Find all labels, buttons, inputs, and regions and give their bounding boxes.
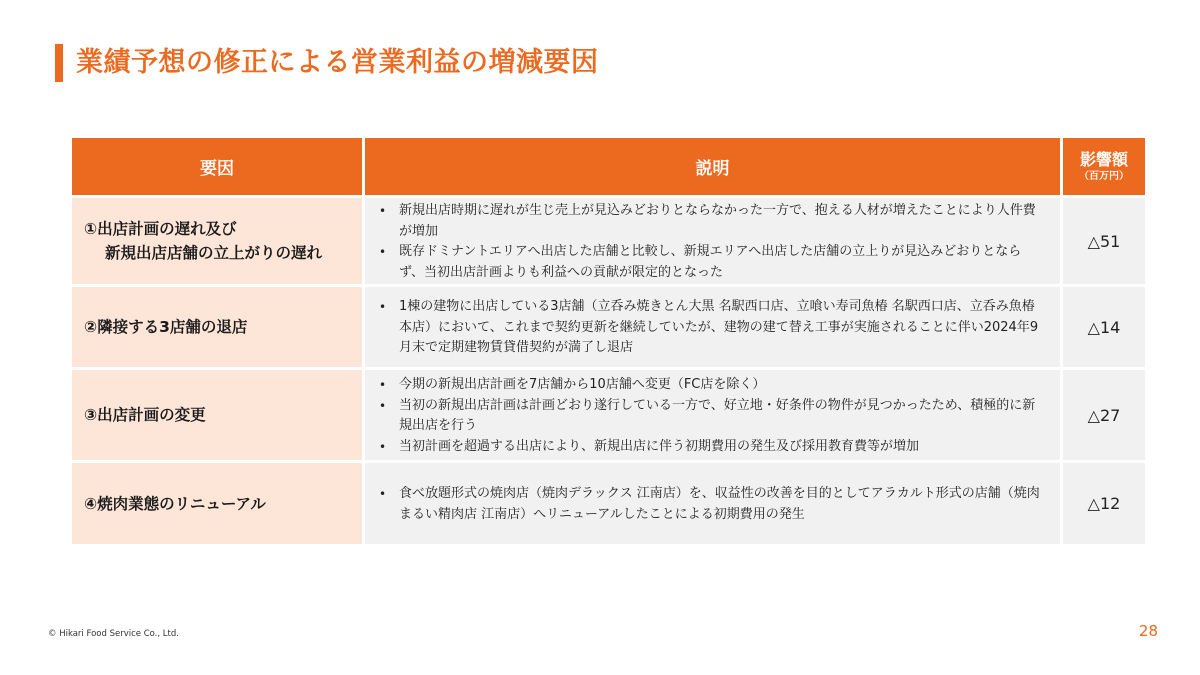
bullet-item: • 今期の新規出店計画を7店舗から10店舗へ変更（FC店を除く） xyxy=(375,375,1046,396)
title-accent-bar xyxy=(55,44,63,82)
header-impact-label: 影響額 xyxy=(1079,149,1128,169)
header-impact-unit: （百万円） xyxy=(1079,170,1129,182)
bullet-list xyxy=(375,201,1046,283)
factor-label: ③出店計画の変更 xyxy=(84,406,206,424)
description-cell xyxy=(365,463,1060,544)
bullet-item: • 当初計画を超過する出店により、新規出店に伴う初期費用の発生及び採用教育費等が増加 xyxy=(375,437,1046,458)
factor-cell xyxy=(72,370,362,460)
description-cell xyxy=(365,370,1060,460)
bullet-list xyxy=(375,484,1046,525)
factor-cell xyxy=(72,463,362,544)
bullet-item: • 1棟の建物に出店している3店舗（立呑み焼きとん大黒 名駅西口店、立喰い寿司魚椿 名駅西口店、立呑み魚椿 本店）において、これまで契約更新を継続していたが、建物の建て替え工事が実施されることに伴い2024年9月末で定期建物賃貸借契約が満了し退店 xyxy=(375,297,1046,359)
copyright-text: © Hikari Food Service Co., Ltd. xyxy=(48,629,179,639)
page-number: 28 xyxy=(1138,622,1158,640)
table-row xyxy=(72,198,1145,284)
table-row xyxy=(72,370,1145,460)
factor-cell xyxy=(72,198,362,284)
header-impact xyxy=(1063,138,1145,195)
factor-cell xyxy=(72,287,362,367)
header-description: 説明 xyxy=(365,138,1060,195)
bullet-item: • 食べ放題形式の焼肉店（焼肉デラックス 江南店）を、収益性の改善を目的としてアラカルト形式の店舗（焼肉まるい精肉店 江南店）へリニューアルしたことによる初期費用の発生 xyxy=(375,484,1046,525)
factor-label-line2: 新規出店店舗の立上がりの遅れ xyxy=(105,244,323,262)
description-cell xyxy=(365,198,1060,284)
table-row xyxy=(72,287,1145,367)
factor-label: ④焼肉業態のリニューアル xyxy=(84,494,266,513)
factor-label: ①出店計画の遅れ及び xyxy=(84,220,237,238)
impact-value: △12 xyxy=(1063,463,1145,544)
bullet-item: • 新規出店時期に遅れが生じ売上が見込みどおりとならなかった一方で、抱える人材が増えたことにより人件費が増加 xyxy=(375,201,1046,242)
bullet-list xyxy=(375,375,1046,457)
bullet-list xyxy=(375,297,1046,359)
impact-value: △51 xyxy=(1063,198,1145,284)
factor-label: ②隣接する3店舗の退店 xyxy=(84,318,248,336)
bullet-item: • 既存ドミナントエリアへ出店した店舗と比較し、新規エリアへ出店した店舗の立上りが見込みどおりとならず、当初出店計画よりも利益への貢献が限定的となった xyxy=(375,242,1046,283)
header-factor: 要因 xyxy=(72,138,362,195)
impact-value: △27 xyxy=(1063,370,1145,460)
table-header xyxy=(72,138,1145,195)
bullet-item: • 当初の新規出店計画は計画どおり遂行している一方で、好立地・好条件の物件が見つかったため、積極的に新規出店を行う xyxy=(375,396,1046,437)
table-row xyxy=(72,463,1145,544)
description-cell xyxy=(365,287,1060,367)
factors-table xyxy=(72,138,1145,544)
page-title: 業績予想の修正による営業利益の増減要因 xyxy=(76,47,599,78)
impact-value: △14 xyxy=(1063,287,1145,367)
